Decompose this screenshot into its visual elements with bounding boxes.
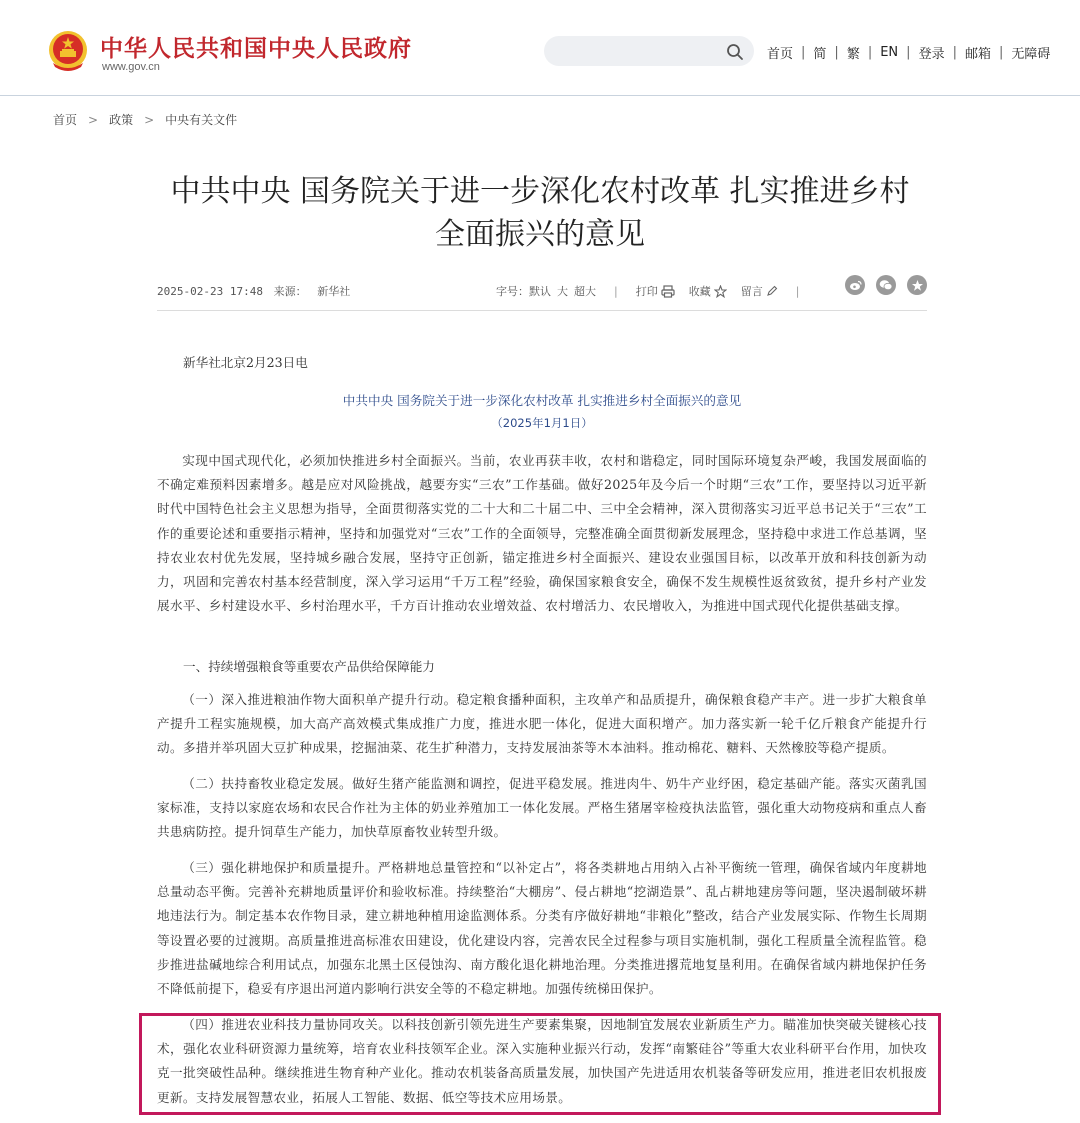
favorite-label: 收藏 (688, 285, 711, 298)
nav-accessibility-link[interactable]: 无障碍 (1011, 47, 1051, 62)
publish-date: 2025-02-23 17:48 (157, 285, 263, 298)
search-icon[interactable] (726, 43, 744, 61)
divider: | (614, 284, 618, 298)
article-title (140, 170, 940, 256)
breadcrumb-central-documents[interactable]: 中央有关文件 (165, 113, 238, 127)
comment-label: 留言 (740, 285, 763, 298)
meta-divider (157, 310, 927, 311)
nav-separator: | (906, 45, 911, 60)
document-title: 中共中央 国务院关于进一步深化农村改革 扎实推进乡村全面振兴的意见 (342, 393, 742, 408)
nav-traditional-link[interactable]: 繁 (846, 47, 860, 62)
source-name: 新华社 (317, 285, 351, 298)
font-size-xlarge[interactable]: 超大 (574, 285, 596, 298)
article-info (157, 283, 354, 299)
font-size-default[interactable]: 默认 (529, 285, 551, 298)
star-icon (714, 285, 727, 298)
pencil-icon (766, 285, 778, 297)
share-buttons (834, 275, 927, 295)
nav-simplified-link[interactable]: 简 (813, 47, 827, 62)
comment-button[interactable] (741, 283, 778, 299)
print-button[interactable] (636, 283, 675, 299)
intro-paragraph: 实现中国式现代化，必须加快推进乡村全面振兴。当前，农业再获丰收，农村和谐稳定，同时国际环境复杂严峻，我国发展面临的不确定难预料因素增多。越是应对风险挑战，越要夯实“三农”工作基础。做好2025年及今后一个时期“三农”工作，要坚持以习近平新时代中国特色社会主义思想为指导，全面贯彻落实党的二十大和二十届二中、三中全会精神，深入贯彻落实习近平总书记关于“三农”工作的重要论述和重要指示精神，坚持和加强党对“三农”工作的全面领导，完整准确全面贯彻新发展理念，坚持稳中求进工作总基调，坚持农业农村优先发展，坚持城乡融合发展，坚持守正创新，锚定推进乡村全面振兴、建设农业强国目标，以改革开放和科技创新为动力，巩固和完善农村基本经营制度，深入学习运用“千万工程”经验，确保国家粮食安全，确保不发生规模性返贫致贫，提升乡村产业发展水平、乡村建设水平、乡村治理水平，千方百计推动农业增效益、农村增活力、农民增收入，为推进中国式现代化提供基础支撑。 (157, 453, 927, 614)
nav-english-link[interactable]: EN (880, 45, 899, 60)
nav-home-link[interactable]: 首页 (767, 47, 794, 62)
search-input[interactable] (558, 41, 718, 61)
breadcrumb-home[interactable]: 首页 (53, 113, 78, 127)
wechat-icon[interactable] (876, 275, 896, 295)
paragraph-3: （三）强化耕地保护和质量提升。严格耕地总量管控和“以补定占”，将各类耕地占用纳入占补平衡统一管理，确保省域内年度耕地总量动态平衡。完善补充耕地质量评价和验收标准。持续整治“大棚房”、侵占耕地“挖湖造景”、乱占耕地建房等问题，坚决遏制破坏耕地违法行为。制定基本农作物目录，建立耕地种植用途监测体系。分类有序做好耕地“非粮化”整改，结合产业发展实际、作物生长周期等设置必要的过渡期。高质量推进高标准农田建设，优化建设内容，完善农民全过程参与项目实施机制，强化工程质量全流程监管。稳步推进盐碱地综合利用试点，加强东北黑土区侵蚀沟、南方酸化退化耕地治理。分类推进撂荒地复垦利用。在确保省域内耕地保护任务不降低前提下，稳妥有序退出河道内影响行洪安全等的不稳定耕地。加强传统梯田保护。 (157, 860, 927, 997)
search-box (544, 36, 754, 66)
print-label: 打印 (635, 285, 658, 298)
breadcrumb (53, 111, 237, 128)
divider: | (795, 284, 800, 298)
paragraph-1: （一）深入推进粮油作物大面积单产提升行动。稳定粮食播种面积，主攻单产和品质提升，确保粮食稳产丰产。进一步扩大粮食单产提升工程实施规模，加大高产高效模式集成推广力度，推进水肥一体化，促进大面积增产。加力落实新一轮千亿斤粮食产能提升行动。多措并举巩固大豆扩种成果，挖掘油菜、花生扩种潜力，支持发展油茶等木本油料。推动棉花、糖料、天然橡胶等稳产提质。 (157, 692, 927, 756)
site-name[interactable]: 中华人民共和国中央人民政府 (100, 36, 412, 62)
weibo-icon[interactable] (845, 275, 865, 295)
article-title-line2: 全面振兴的意见 (435, 217, 645, 252)
article-title-line1: 中共中央 国务院关于进一步深化农村改革 扎实推进乡村 (170, 174, 910, 209)
nav-separator: | (952, 45, 957, 60)
font-size-label: 字号： (496, 285, 529, 298)
highlight-box (139, 1013, 941, 1115)
top-nav (767, 43, 1050, 62)
document-date: （2025年1月1日） (491, 416, 593, 430)
font-size-large[interactable]: 大 (557, 285, 568, 298)
print-icon (661, 285, 675, 298)
source-label: 来源： (273, 285, 307, 298)
dateline: 新华社北京2月23日电 (183, 355, 308, 370)
breadcrumb-policy[interactable]: 政策 (109, 113, 134, 127)
section-heading: 一、持续增强粮食等重要农产品供给保障能力 (183, 659, 435, 674)
nav-separator: | (834, 45, 839, 60)
favorite-button[interactable] (689, 283, 727, 299)
article-tools (496, 283, 817, 299)
paragraph-2: （二）扶持畜牧业稳定发展。做好生猪产能监测和调控，促进平稳发展。推进肉牛、奶牛产业纾困，稳定基础产能。落实灭菌乳国家标准，支持以家庭农场和农民合作社为主体的奶业养殖加工一体化发展。严格生猪屠宰检疫执法监管，强化重大动物疫病和重点人畜共患病防控。提升饲草生产能力，加快草原畜牧业转型升级。 (157, 776, 927, 840)
chevron-right-icon: > (144, 112, 155, 127)
chevron-right-icon: > (88, 112, 99, 127)
site-header (0, 0, 1080, 96)
nav-separator: | (867, 45, 873, 60)
nav-mail-link[interactable]: 邮箱 (964, 47, 991, 62)
paragraph-4-highlighted: （四）推进农业科技力量协同攻关。以科技创新引领先进生产要素集聚，因地制宜发展农业新质生产力。瞄准加快突破关键核心技术，强化农业科研资源力量统筹，培育农业科技领军企业。深入实施种业振兴行动，发挥“南繁硅谷”等重大农业科研平台作用，加快攻克一批突破性品种。继续推进生物育种产业化。推动农机装备高质量发展，加快国产先进适用农机装备等研发应用，推进老旧农机报废更新。支持发展智慧农业，拓展人工智能、数据、低空等技术应用场景。 (157, 1017, 927, 1105)
nav-separator: | (998, 45, 1004, 60)
article-meta (157, 281, 927, 301)
site-url: www.gov.cn (102, 61, 160, 73)
nav-separator: | (801, 45, 806, 60)
nav-login-link[interactable]: 登录 (918, 47, 945, 62)
national-emblem-icon[interactable] (47, 29, 89, 73)
qzone-icon[interactable] (907, 275, 927, 295)
